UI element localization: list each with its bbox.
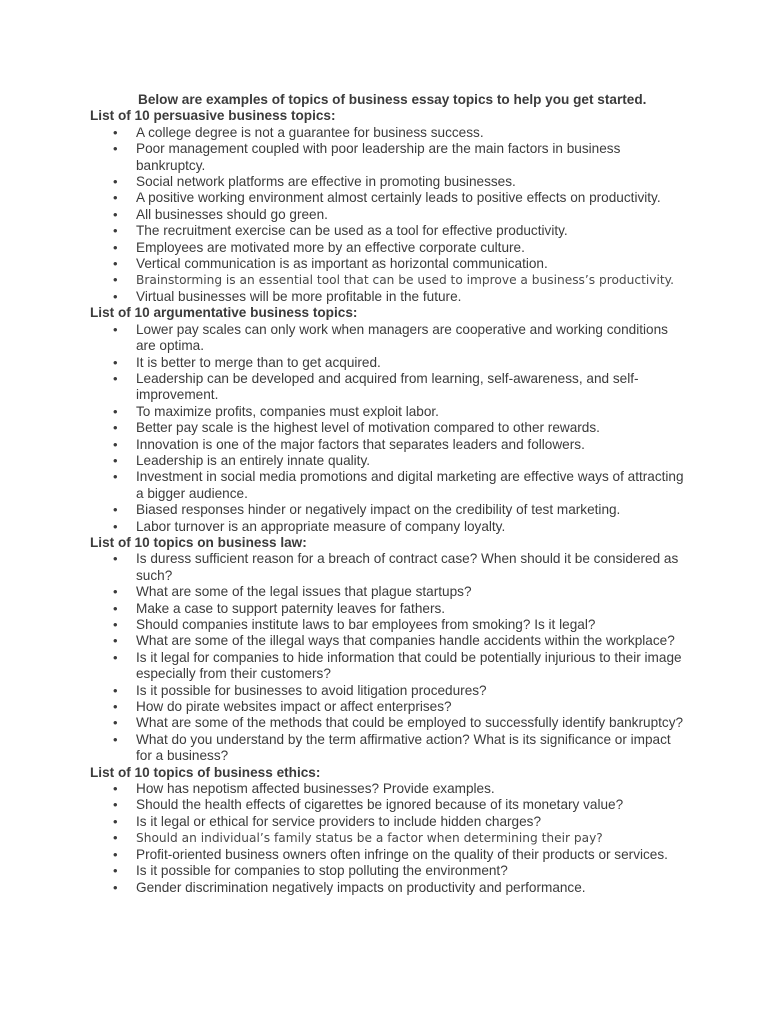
bullet-icon: •	[113, 420, 118, 436]
bullet-icon: •	[113, 206, 118, 222]
intro-text: Below are examples of topics of business essay topics to help you get started.	[138, 92, 647, 107]
section-heading: List of 10 topics of business ethics:	[90, 764, 321, 780]
bullet-icon: •	[113, 600, 118, 616]
section-argumentative	[0, 305, 768, 535]
list-item: • What are some of the methods that could be employed to successfully identify bankruptcy?	[113, 715, 684, 731]
bullet-icon: •	[113, 830, 118, 846]
topic-list	[0, 551, 768, 764]
topic-list	[0, 781, 768, 896]
list-item: • Poor management coupled with poor leadership are the main factors in business bankruptcy.	[113, 141, 621, 173]
list-item: • Should the health effects of cigarettes be ignored because of its monetary value?	[113, 797, 624, 813]
list-item: • All businesses should go green.	[113, 206, 328, 222]
topic-list	[0, 322, 768, 535]
section-heading: List of 10 topics on business law:	[90, 534, 307, 550]
list-item: • The recruitment exercise can be used as a tool for effective productivity.	[113, 223, 568, 239]
list-item: • What are some of the legal issues that plague startups?	[113, 584, 472, 600]
list-item: • Investment in social media promotions and digital marketing are effective ways of attracting a bigger audience.	[113, 469, 684, 501]
bullet-icon: •	[113, 715, 118, 731]
bullet-icon: •	[113, 124, 118, 140]
bullet-icon: •	[113, 288, 118, 304]
bullet-icon: •	[113, 781, 118, 797]
section-heading: List of 10 persuasive business topics:	[90, 108, 336, 124]
bullet-icon: •	[113, 321, 118, 337]
bullet-icon: •	[113, 223, 118, 239]
bullet-icon: •	[113, 813, 118, 829]
list-item: • A positive working environment almost certainly leads to positive effects on productivity.	[113, 190, 661, 206]
list-item: • Vertical communication is as important as horizontal communication.	[113, 256, 548, 272]
bullet-icon: •	[113, 469, 118, 485]
list-item: • A college degree is not a guarantee for business success.	[113, 124, 484, 140]
list-item: • Is it possible for companies to stop polluting the environment?	[113, 863, 508, 879]
list-item: • Make a case to support paternity leaves for fathers.	[113, 600, 446, 616]
list-item: • Profit-oriented business owners often infringe on the quality of their products or services.	[113, 846, 668, 862]
list-item: • Biased responses hinder or negatively impact on the credibility of test marketing.	[113, 502, 621, 518]
bullet-icon: •	[113, 256, 118, 272]
bullet-icon: •	[113, 617, 118, 632]
document-page	[0, 92, 768, 896]
list-item: • It is better to merge than to get acquired.	[113, 354, 381, 370]
list-item: • Labor turnover is an appropriate measure of company loyalty.	[113, 518, 506, 534]
list-item: • Is it possible for businesses to avoid litigation procedures?	[113, 682, 487, 698]
list-item: • Gender discrimination negatively impacts on productivity and performance.	[113, 879, 586, 895]
bullet-icon: •	[113, 174, 118, 190]
bullet-icon: •	[113, 190, 118, 206]
bullet-icon: •	[113, 731, 118, 747]
list-item: • Virtual businesses will be more profitable in the future.	[113, 288, 462, 304]
list-item: • Leadership is an entirely innate quality.	[113, 452, 371, 468]
bullet-icon: •	[113, 846, 118, 862]
bullet-icon: •	[113, 682, 118, 698]
list-item: • What do you understand by the term affirmative action? What is its significance or impact for a business?	[113, 731, 671, 764]
section-business-law	[0, 535, 768, 765]
bullet-icon: •	[113, 797, 118, 813]
bullet-icon: •	[113, 649, 118, 665]
bullet-icon: •	[113, 272, 118, 288]
list-item: • To maximize profits, companies must exploit labor.	[113, 403, 439, 419]
list-item: • Social network platforms are effective in promoting businesses.	[113, 174, 516, 190]
bullet-icon: •	[113, 699, 118, 715]
list-item: • What are some of the illegal ways that companies handle accidents within the workplace?	[113, 633, 675, 649]
list-item: • Better pay scale is the highest level of motivation compared to other rewards.	[113, 420, 600, 436]
bullet-icon: •	[113, 633, 118, 649]
bullet-icon: •	[113, 370, 118, 386]
bullet-icon: •	[113, 502, 118, 518]
list-item: • Brainstorming is an essential tool that can be used to improve a business’s productivity.	[113, 272, 674, 288]
bullet-icon: •	[113, 239, 118, 255]
bullet-icon: •	[113, 518, 118, 534]
bullet-icon: •	[113, 584, 118, 600]
topic-list	[0, 125, 768, 305]
list-item: • Should companies institute laws to bar employees from smoking? Is it legal?	[113, 617, 596, 632]
bullet-icon: •	[113, 403, 118, 419]
bullet-icon: •	[113, 141, 118, 157]
list-item: • Is it legal or ethical for service providers to include hidden charges?	[113, 813, 542, 829]
list-item: • Is it legal for companies to hide information that could be potentially injurious to their image especially from their customers?	[113, 649, 682, 682]
list-item: • Leadership can be developed and acquired from learning, self-awareness, and self-improvement.	[113, 370, 639, 403]
list-item: • Lower pay scales can only work when managers are cooperative and working conditions are optima.	[113, 321, 668, 354]
list-item: • How do pirate websites impact or affect enterprises?	[113, 699, 452, 715]
list-item: • Innovation is one of the major factors that separates leaders and followers.	[113, 436, 585, 452]
list-item: • How has nepotism affected businesses? Provide examples.	[113, 781, 495, 797]
list-item: • Should an individual’s family status be a factor when determining their pay?	[113, 830, 603, 846]
bullet-icon: •	[113, 551, 118, 567]
list-item: • Is duress sufficient reason for a breach of contract case? When should it be considered as such?	[113, 551, 679, 583]
section-business-ethics	[0, 765, 768, 896]
section-persuasive	[0, 108, 768, 305]
bullet-icon: •	[113, 863, 118, 879]
list-item: • Employees are motivated more by an effective corporate culture.	[113, 239, 525, 255]
bullet-icon: •	[113, 436, 118, 452]
bullet-icon: •	[113, 879, 118, 895]
section-heading: List of 10 argumentative business topics:	[90, 305, 358, 321]
bullet-icon: •	[113, 354, 118, 370]
bullet-icon: •	[113, 452, 118, 468]
